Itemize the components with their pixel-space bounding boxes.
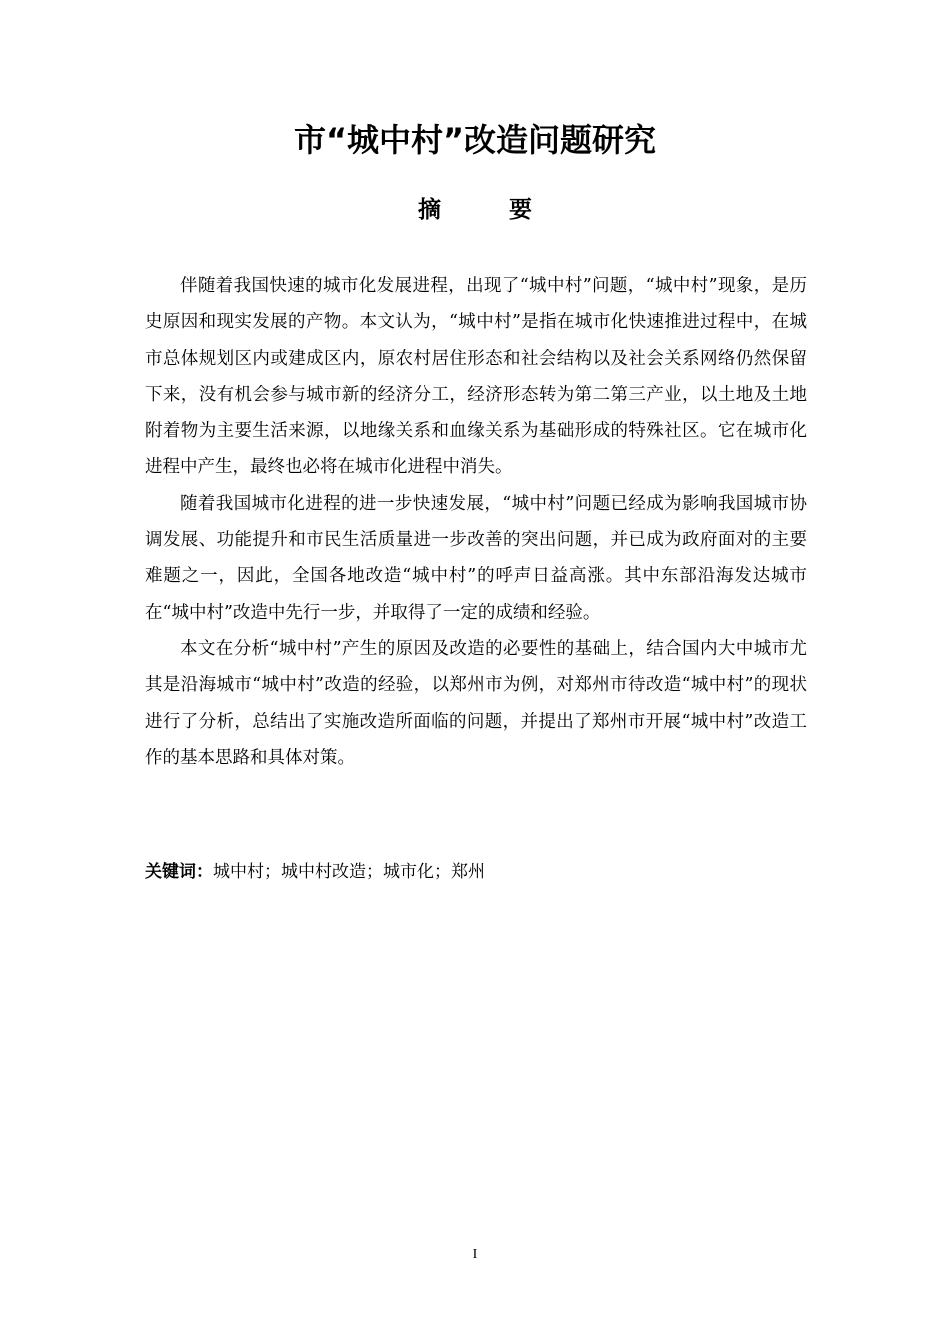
keywords-value: 城中村；城中村改造；城市化；郑州 [213, 862, 485, 882]
page-number: I [472, 1247, 478, 1262]
abstract-heading: 摘 要 [417, 197, 562, 223]
document-title: 市“城中村”改造问题研究 [293, 121, 657, 159]
abstract-paragraph-2: 随着我国城市化进程的进一步快速发展，“城中村”问题已经成为影响我国城市协调发展、功能提升和市民生活质量进一步改善的突出问题，并已成为政府面对的主要难题之一，因此，全国各地改造“城中村”的呼声日益高涨。其中东部沿海发达城市在“城中村”改造中先行一步，并取得了一定的成绩和经验。 [145, 493, 807, 623]
keywords-label: 关键词： [145, 862, 213, 882]
abstract-body [145, 268, 807, 776]
keywords-line [145, 856, 807, 888]
abstract-paragraph-1: 伴随着我国快速的城市化发展进程，出现了“城中村”问题，“城中村”现象，是历史原因和现实发展的产物。本文认为，“城中村”是指在城市化快速推进过程中，在城市总体规划区内或建成区内，原农村居住形态和社会结构以及社会关系网络仍然保留下来，没有机会参与城市新的经济分工，经济形态转为第二第三产业，以土地及土地附着物为主要生活来源，以地缘关系和血缘关系为基础形成的特殊社区。它在城市化进程中产生，最终也必将在城市化进程中消失。 [145, 276, 807, 478]
abstract-paragraph-3: 本文在分析“城中村”产生的原因及改造的必要性的基础上，结合国内大中城市尤其是沿海城市“城中村”改造的经验，以郑州市为例，对郑州市待改造“城中村”的现状进行了分析，总结出了实施改造所面临的问题，并提出了郑州市开展“城中村”改造工作的基本思路和具体对策。 [145, 638, 807, 768]
